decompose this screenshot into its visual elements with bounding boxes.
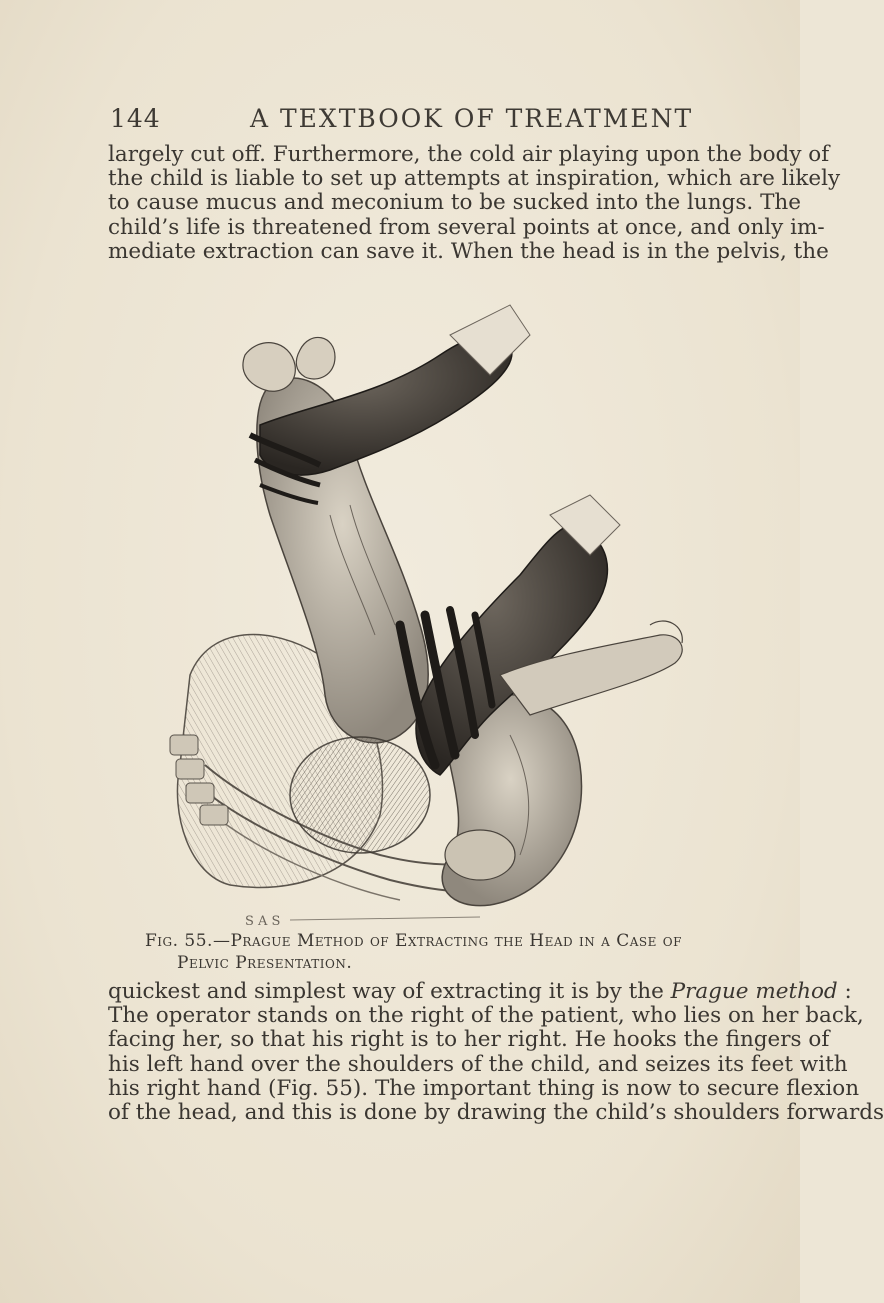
text-line: child’s life is threatened from several points at once, and only im-	[108, 214, 825, 240]
text-line: facing her, so that his right is to her right. He hooks the fingers of	[108, 1027, 830, 1053]
text-line: his right hand (Fig. 55). The important thing is now to secure flexion	[108, 1075, 860, 1101]
text-line: largely cut off. Furthermore, the cold air playing upon the body of	[108, 142, 830, 167]
caption-line: Fig. 55.—Prague Method of Extracting the Head in a Case of	[145, 931, 682, 951]
text-line: to cause mucus and meconium to be sucked into the lungs. The	[108, 190, 801, 216]
italic-term: Prague method	[670, 979, 838, 1004]
caption-line: Pelvic Presentation.	[177, 953, 353, 973]
text-line: The operator stands on the right of the patient, who lies on her back,	[108, 1003, 864, 1029]
text-line	[108, 979, 852, 1004]
obstetric-illustration	[150, 295, 710, 935]
page-number: 144	[110, 104, 161, 133]
text-line: mediate extraction can save it. When the head is in the pelvis, the	[108, 238, 829, 264]
text-segment: :	[837, 979, 852, 1004]
page-header	[110, 104, 710, 144]
running-title: A TEXTBOOK OF TREATMENT	[250, 104, 694, 133]
text-line: his left hand over the shoulders of the child, and seizes its feet with	[108, 1051, 848, 1077]
artist-signature: S A S	[245, 914, 281, 929]
paragraph-bottom	[108, 979, 884, 1126]
figure-caption	[145, 930, 705, 974]
text-line: the child is liable to set up attempts at inspiration, which are likely	[108, 166, 841, 192]
paragraph-top	[108, 142, 841, 264]
text-line: of the head, and this is done by drawing the child’s shoulders forwards	[108, 1100, 884, 1126]
figure-illustration	[150, 295, 710, 935]
text-segment: quickest and simplest way of extracting it is by the	[108, 979, 671, 1004]
